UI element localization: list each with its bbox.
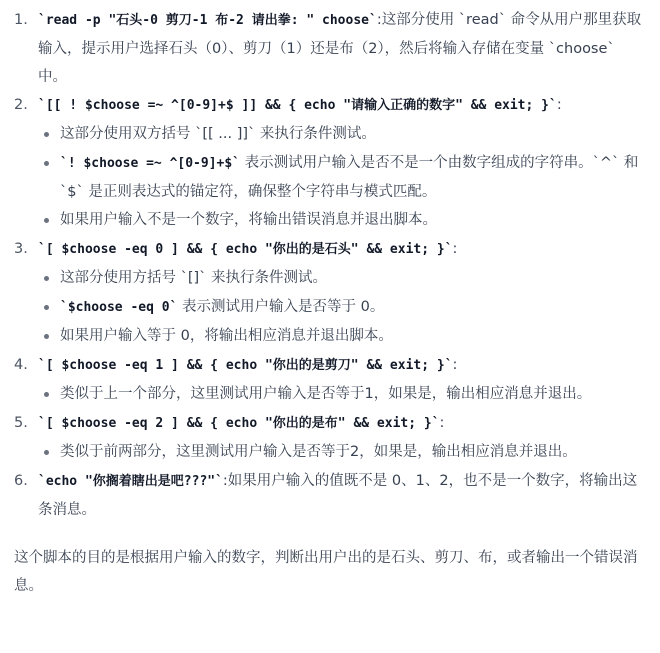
list-item-4 xyxy=(14,351,646,409)
item-text: :如果用户输入的值既不是 0、1、2，也不是一个数字，将输出这条消息。 xyxy=(38,473,638,518)
list-item-1 xyxy=(14,6,646,91)
sub-item-text: 类似于前两部分，这里测试用户输入是否等于2，如果是，输出相应消息并退出。 xyxy=(60,444,577,460)
list-item-2 xyxy=(14,91,646,235)
item-text: : xyxy=(452,241,458,257)
bullet-icon xyxy=(44,450,49,455)
list-number: 3. xyxy=(14,241,28,257)
sub-item-text: 这部分使用方括号 `[]` 来执行条件测试。 xyxy=(60,270,328,286)
inline-code: `echo "你搁着瞎出是吧???"` xyxy=(38,474,223,489)
list-number: 1. xyxy=(14,12,28,28)
inline-code: `[ $choose -eq 0 ] && { echo "你出的是石头" && exit; }` xyxy=(38,242,453,257)
sub-list xyxy=(38,380,646,409)
item-text: : xyxy=(556,97,562,113)
summary-paragraph: 这个脚本的目的是根据用户输入的数字，判断出用户出的是石头、剪刀、布，或者输出一个错误消息。 xyxy=(14,550,638,594)
sub-list xyxy=(38,264,646,351)
sub-list xyxy=(38,120,646,235)
bullet-icon xyxy=(44,218,49,223)
sub-list-item xyxy=(38,293,646,322)
bullet-icon xyxy=(44,392,49,397)
sub-item-text: 如果用户输入不是一个数字，将输出错误消息并退出脚本。 xyxy=(60,212,437,228)
sub-item-text: 表示测试用户输入是否等于 0。 xyxy=(177,299,385,315)
list-item-3 xyxy=(14,235,646,351)
list-number: 2. xyxy=(14,97,28,113)
list-number: 4. xyxy=(14,357,28,373)
list-item-6 xyxy=(14,467,646,524)
list-number: 5. xyxy=(14,415,28,431)
sub-list-item xyxy=(38,149,646,206)
bullet-icon xyxy=(44,132,49,137)
inline-code: `[[ ! $choose =~ ^[0-9]+$ ]] && { echo "请输入正确的数字" && exit; }` xyxy=(38,98,557,113)
sub-list-item xyxy=(38,264,646,293)
bullet-icon xyxy=(44,276,49,281)
item-text: : xyxy=(439,415,445,431)
sub-list-item xyxy=(38,120,646,149)
sub-item-text: 类似于上一个部分，这里测试用户输入是否等于1，如果是，输出相应消息并退出。 xyxy=(60,386,592,402)
sub-item-text: 表示测试用户输入是否不是一个由数字组成的字符串。`^` 和 `$` 是正则表达式的锚定符，确保整个字符串与模式匹配。 xyxy=(60,155,639,200)
inline-code: `read -p "石头-0 剪刀-1 布-2 请出拳: " choose` xyxy=(38,13,377,28)
inline-code: `[ $choose -eq 1 ] && { echo "你出的是剪刀" && exit; }` xyxy=(38,358,453,373)
sub-list-item xyxy=(38,438,646,467)
sub-item-text: 如果用户输入等于 0，将输出相应消息并退出脚本。 xyxy=(60,328,393,344)
list-item-5 xyxy=(14,409,646,467)
bullet-icon xyxy=(44,161,49,166)
item-text: : xyxy=(452,357,458,373)
sub-list-item xyxy=(38,322,646,351)
bullet-icon xyxy=(44,334,49,339)
inline-code: `$choose -eq 0` xyxy=(60,300,178,315)
sub-item-text: 这部分使用双方括号 `[[ ... ]]` 来执行条件测试。 xyxy=(60,126,376,142)
item-text: :这部分使用 `read` 命令从用户那里获取输入，提示用户选择石头（0）、剪刀（1）还是布（2），然后将输入存储在变量 `choose` 中。 xyxy=(38,12,642,85)
sub-list xyxy=(38,438,646,467)
inline-code: `[ $choose -eq 2 ] && { echo "你出的是布" && exit; }` xyxy=(38,416,440,431)
inline-code: `! $choose =~ ^[0-9]+$` xyxy=(60,156,241,171)
list-number: 6. xyxy=(14,473,28,489)
bullet-icon xyxy=(44,305,49,310)
explanation-list xyxy=(14,6,646,524)
sub-list-item xyxy=(38,206,646,235)
sub-list-item xyxy=(38,380,646,409)
